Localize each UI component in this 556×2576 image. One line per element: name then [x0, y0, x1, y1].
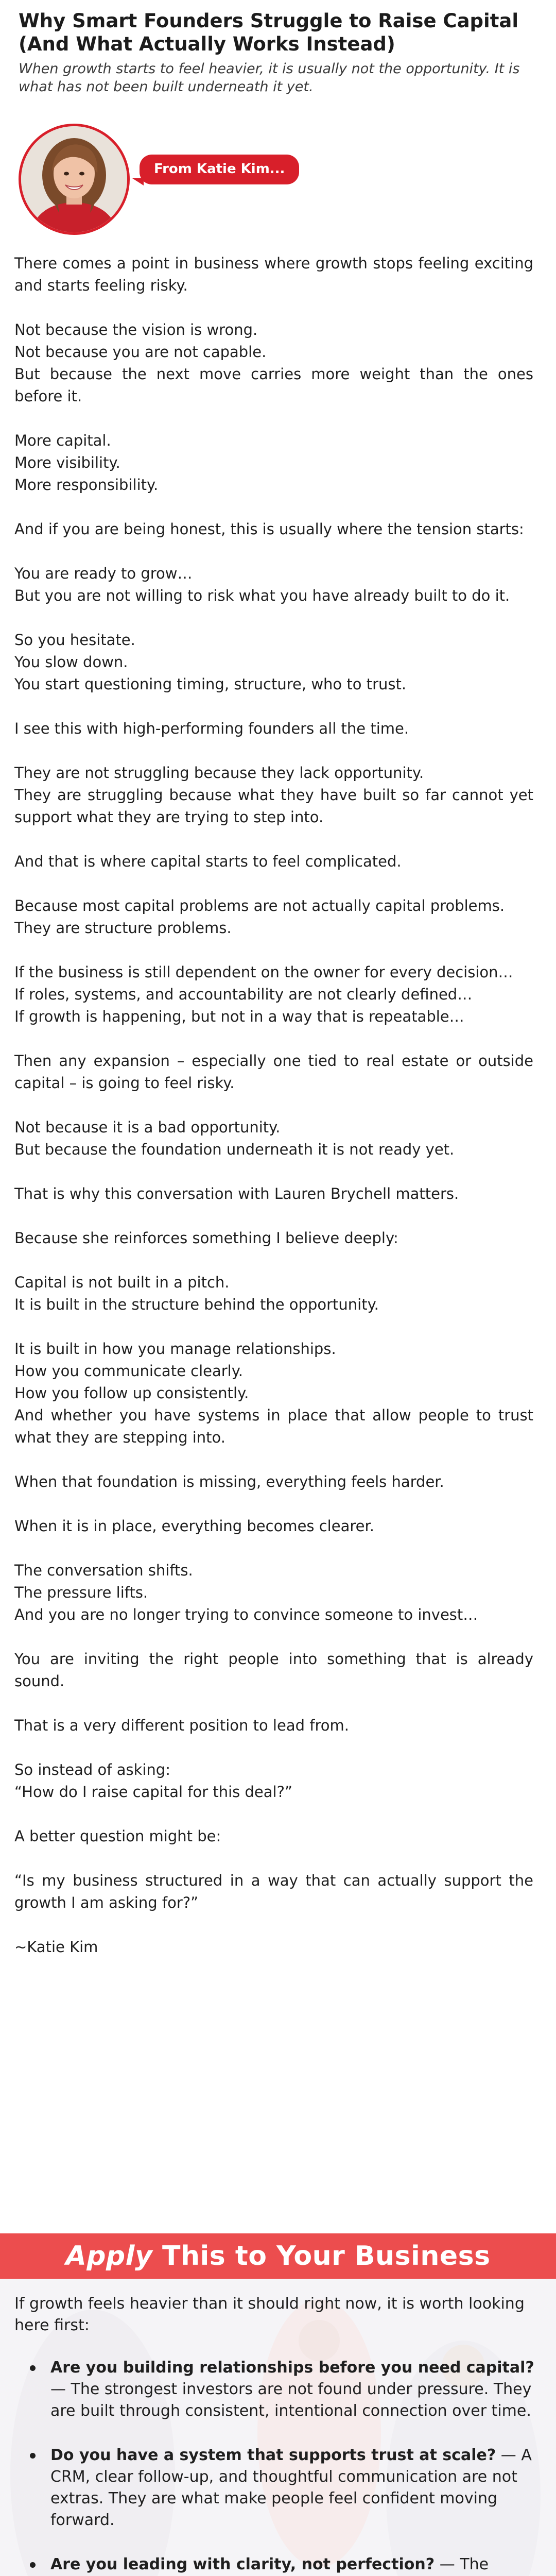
body-line: How you communicate clearly. — [14, 1362, 243, 1380]
body-line: They are structure problems. — [14, 919, 232, 937]
body-paragraph — [14, 895, 533, 939]
apply-tip-question: Are you leading with clarity, not perfection? — [50, 2555, 435, 2573]
from-author-badge — [140, 155, 299, 184]
body-line: You are inviting the right people into something that is already sound. — [14, 1650, 533, 1690]
body-line: The pressure lifts. — [14, 1584, 148, 1601]
body-paragraph — [14, 1648, 533, 1692]
body-paragraph — [14, 1050, 533, 1094]
body-line: Not because the vision is wrong. — [14, 321, 258, 338]
body-line: When that foundation is missing, everything feels harder. — [14, 1473, 444, 1490]
body-paragraph — [14, 1759, 533, 1803]
body-line: More capital. — [14, 432, 111, 449]
body-paragraph — [14, 1870, 533, 1914]
apply-tip — [14, 2357, 534, 2422]
body-paragraph — [14, 629, 533, 696]
body-line: And whether you have systems in place that allow people to trust what they are stepping into. — [14, 1406, 533, 1446]
body-line: How you follow up consistently. — [14, 1384, 249, 1402]
author-row — [19, 124, 538, 240]
apply-banner — [0, 2233, 556, 2279]
body-line: It is built in how you manage relationships. — [14, 1340, 336, 1358]
body-paragraph — [14, 518, 533, 540]
body-line: But you are not willing to risk what you have already built to do it. — [14, 587, 510, 604]
body-line: More responsibility. — [14, 476, 159, 494]
body-line: They are struggling because what they have built so far cannot yet support what they are trying to step into. — [14, 786, 533, 826]
apply-tip-question: Are you building relationships before you need capital? — [50, 2359, 534, 2377]
body-line: You are ready to grow… — [14, 565, 193, 582]
body-paragraph — [14, 563, 533, 607]
page-title: Why Smart Founders Struggle to Raise Capital (And What Actually Works Instead) — [19, 10, 519, 55]
body-paragraph — [14, 718, 533, 740]
body-paragraph — [14, 1116, 533, 1161]
apply-tip-answer: — A CRM, clear follow-up, and thoughtful communication are not extras. They are what make people feel confident moving forward. — [50, 2446, 532, 2529]
body-paragraph — [14, 430, 533, 496]
body-paragraph — [14, 1936, 533, 1958]
body-line: Not because you are not capable. — [14, 343, 267, 361]
body-paragraph — [14, 252, 533, 297]
apply-tip-question: Do you have a system that supports trust at scale? — [50, 2446, 496, 2464]
body-line: You slow down. — [14, 653, 128, 671]
body-line: If growth is happening, but not in a way that is repeatable… — [14, 1008, 464, 1025]
body-line: And you are no longer trying to convince someone to invest… — [14, 1606, 478, 1623]
apply-tip-answer: — The strongest investors are not found under pressure. They are built through consistent, intentional connection over time. — [50, 2380, 532, 2420]
body-line: There comes a point in business where growth stops feeling exciting and starts feeling risky. — [14, 255, 533, 294]
body-line: Because she reinforces something I believe deeply: — [14, 1229, 398, 1247]
body-paragraph — [14, 1825, 533, 1848]
body-line: They are not struggling because they lack opportunity. — [14, 764, 424, 782]
body-line: That is why this conversation with Lauren Brychell matters. — [14, 1185, 459, 1202]
bullet-icon — [30, 2453, 36, 2459]
body-paragraph — [14, 961, 533, 1028]
header — [19, 9, 538, 96]
body-paragraph — [14, 1560, 533, 1626]
apply-intro: If growth feels heavier than it should right now, it is worth looking here first: — [14, 2295, 525, 2334]
body-line: It is built in the structure behind the opportunity. — [14, 1296, 379, 1313]
apply-tips-list — [14, 2357, 534, 2576]
apply-banner-word: Apply — [65, 2241, 153, 2272]
apply-section — [0, 2279, 556, 2576]
body-paragraph — [14, 1715, 533, 1737]
author-portrait-icon — [21, 126, 127, 232]
apply-content — [14, 2293, 534, 2576]
page-subtitle: When growth starts to feel heavier, it is usually not the opportunity. It is what has not been built underneath it yet. — [19, 61, 520, 95]
apply-banner-rest: This to Your Business — [162, 2241, 491, 2272]
body-line: You start questioning timing, structure, who to trust. — [14, 675, 407, 693]
body-line: ~Katie Kim — [14, 1938, 98, 1956]
body-paragraph — [14, 1227, 533, 1249]
body-line: Because most capital problems are not actually capital problems. — [14, 897, 505, 914]
bullet-icon — [30, 2365, 36, 2371]
apply-tip — [14, 2445, 534, 2531]
body-paragraph — [14, 851, 533, 873]
apply-tip — [14, 2554, 534, 2576]
body-line: And that is where capital starts to feel complicated. — [14, 853, 402, 870]
bullet-icon — [30, 2562, 36, 2568]
body-paragraph — [14, 319, 533, 408]
apply-tip-answer: — The — [439, 2555, 489, 2573]
body-paragraph — [14, 1515, 533, 1537]
body-paragraph — [14, 1183, 533, 1205]
body-line: If roles, systems, and accountability are not clearly defined… — [14, 986, 473, 1003]
body-paragraph — [14, 762, 533, 828]
from-author-label: From Katie Kim... — [154, 161, 285, 177]
body-paragraph — [14, 1272, 533, 1316]
body-line: So instead of asking: — [14, 1761, 170, 1778]
badge-tail — [132, 178, 144, 185]
body-line: When it is in place, everything becomes clearer. — [14, 1517, 374, 1535]
body-line: I see this with high-performing founders all the time. — [14, 720, 409, 737]
body-line: “Is my business structured in a way that can actually support the growth I am asking for?” — [14, 1872, 533, 1911]
body-line: So you hesitate. — [14, 631, 135, 649]
letter-body — [14, 252, 533, 1980]
body-line: And if you are being honest, this is usually where the tension starts: — [14, 520, 524, 538]
body-line: Not because it is a bad opportunity. — [14, 1118, 281, 1136]
body-line: Then any expansion – especially one tied to real estate or outside capital – is going to feel risky. — [14, 1052, 533, 1092]
body-line: But because the foundation underneath it is not ready yet. — [14, 1141, 455, 1158]
body-line: “How do I raise capital for this deal?” — [14, 1783, 292, 1801]
body-line: More visibility. — [14, 454, 120, 471]
body-line: But because the next move carries more weight than the ones before it. — [14, 365, 533, 405]
body-line: Capital is not built in a pitch. — [14, 1274, 230, 1291]
body-line: A better question might be: — [14, 1827, 221, 1845]
body-line: That is a very different position to lead from. — [14, 1717, 349, 1734]
body-paragraph — [14, 1471, 533, 1493]
body-line: If the business is still dependent on the owner for every decision… — [14, 963, 513, 981]
body-paragraph — [14, 1338, 533, 1449]
body-line: The conversation shifts. — [14, 1562, 193, 1579]
avatar — [19, 124, 130, 235]
